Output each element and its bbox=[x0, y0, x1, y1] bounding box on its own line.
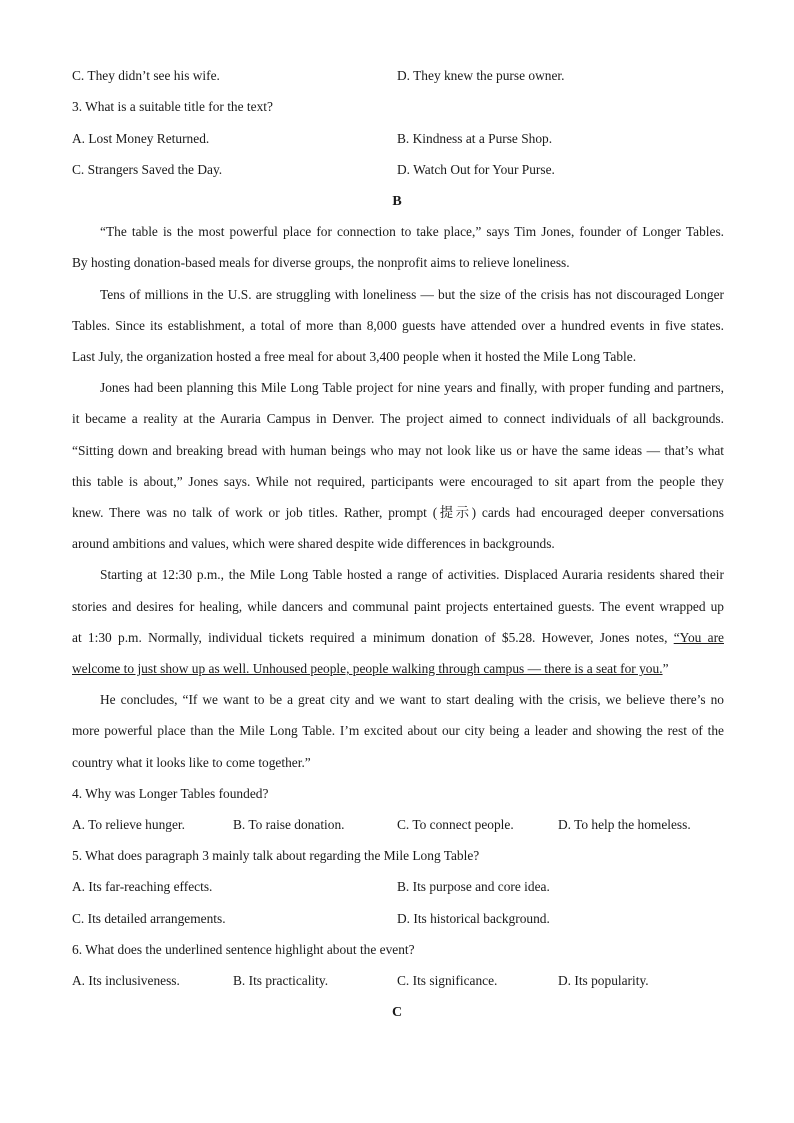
q5-option-b[interactable]: B. Its purpose and core idea. bbox=[397, 879, 550, 894]
q3-option-c[interactable]: C. Strangers Saved the Day. bbox=[72, 162, 223, 177]
q6-option-b[interactable]: B. Its practicality. bbox=[233, 973, 329, 988]
q4-option-c[interactable]: C. To connect people. bbox=[397, 817, 514, 832]
q5-options-row-1 bbox=[72, 878, 724, 896]
q5-option-a[interactable]: A. Its far-reaching effects. bbox=[72, 879, 213, 894]
q4-option-a[interactable]: A. To relieve hunger. bbox=[72, 817, 185, 832]
passage-p3-line-4: this table is about,” Jones says. While not required, participants were encouraged to sit apart from the people they bbox=[72, 474, 724, 489]
section-b-heading: B bbox=[392, 194, 402, 209]
passage-p4-line-4 bbox=[72, 660, 724, 678]
underlined-sentence: welcome to just show up as well. Unhoused people, people walking through campus — there is a seat for you. bbox=[72, 661, 663, 676]
q4-option-b[interactable]: B. To raise donation. bbox=[233, 817, 345, 832]
q6-option-d[interactable]: D. Its popularity. bbox=[558, 973, 649, 988]
passage-p2-line-1: Tens of millions in the U.S. are struggling with loneliness — but the size of the crisis has not discouraged Longer bbox=[100, 287, 724, 302]
q4-option-d[interactable]: D. To help the homeless. bbox=[558, 817, 691, 832]
passage-p4-line-2: stories and desires for healing, while dancers and communal paint projects entertained guests. The event wrapped up bbox=[72, 599, 724, 614]
passage-p2-line-2: Tables. Since its establishment, a total of more than 8,000 guests have attended over a hundred events in five states. bbox=[72, 318, 724, 333]
passage-p1-line-2: By hosting donation-based meals for diverse groups, the nonprofit aims to relieve loneliness. bbox=[72, 255, 570, 270]
q3-option-d[interactable]: D. Watch Out for Your Purse. bbox=[397, 162, 555, 177]
q2-option-c[interactable]: C. They didn’t see his wife. bbox=[72, 68, 220, 83]
closing-quote: ” bbox=[662, 661, 669, 676]
q5-option-c[interactable]: C. Its detailed arrangements. bbox=[72, 911, 226, 926]
q3-option-a[interactable]: A. Lost Money Returned. bbox=[72, 131, 210, 146]
passage-p4-line-3-text: at 1:30 p.m. Normally, individual tickets required a minimum donation of $5.28. However, Jones notes, bbox=[72, 630, 668, 645]
passage-p3-line-1: Jones had been planning this Mile Long Table project for nine years and finally, with proper funding and partners, bbox=[100, 380, 724, 395]
q6-options-row bbox=[72, 972, 724, 990]
passage-p5-line-2: more powerful place than the Mile Long Table. I’m excited about our city being a leader and showing the rest of the bbox=[72, 723, 724, 738]
passage-p4-line-1: Starting at 12:30 p.m., the Mile Long Table hosted a range of activities. Displaced Auraria residents shared their bbox=[100, 567, 724, 582]
q3-options-row-2 bbox=[72, 161, 724, 179]
q2-options-row-2 bbox=[72, 67, 724, 85]
q4-stem: 4. Why was Longer Tables founded? bbox=[72, 786, 269, 801]
section-c-heading: C bbox=[391, 1005, 403, 1020]
passage-p5-line-1: He concludes, “If we want to be a great city and we want to start dealing with the crisis, we believe there’s no bbox=[100, 692, 724, 707]
q6-stem: 6. What does the underlined sentence highlight about the event? bbox=[72, 942, 415, 957]
passage-p5-line-3: country what it looks like to come together.” bbox=[72, 755, 311, 770]
q6-option-a[interactable]: A. Its inclusiveness. bbox=[72, 973, 180, 988]
passage-p2-line-3: Last July, the organization hosted a free meal for about 3,400 people when it hosted the Mile Long Table. bbox=[72, 349, 637, 364]
passage-p4-line-3 bbox=[72, 629, 724, 647]
q3-stem: 3. What is a suitable title for the text? bbox=[72, 99, 273, 114]
passage-p1-line-1: “The table is the most powerful place for connection to take place,” says Tim Jones, founder of Longer Tables. bbox=[100, 224, 724, 239]
q3-options-row-1 bbox=[72, 130, 724, 148]
q2-option-d[interactable]: D. They knew the purse owner. bbox=[397, 68, 565, 83]
passage-p3-line-2: it became a reality at the Auraria Campus in Denver. The project aimed to connect individuals of all backgrounds. bbox=[72, 411, 724, 426]
q4-options-row bbox=[72, 816, 724, 834]
q6-option-c[interactable]: C. Its significance. bbox=[397, 973, 498, 988]
q5-options-row-2 bbox=[72, 910, 724, 928]
q3-option-b[interactable]: B. Kindness at a Purse Shop. bbox=[397, 131, 553, 146]
passage-p3-line-6: around ambitions and values, which were shared despite wide differences in backgrounds. bbox=[72, 536, 555, 551]
q5-stem: 5. What does paragraph 3 mainly talk about regarding the Mile Long Table? bbox=[72, 848, 480, 863]
q5-option-d[interactable]: D. Its historical background. bbox=[397, 911, 550, 926]
underlined-sentence-start: “You are bbox=[673, 630, 724, 645]
passage-p3-line-5: knew. There was no talk of work or job titles. Rather, prompt (提示) cards had encouraged deeper conversations bbox=[72, 505, 724, 520]
passage-p3-line-3: “Sitting down and breaking bread with human beings who may not look like us or have the same ideas — that’s what bbox=[72, 443, 724, 458]
